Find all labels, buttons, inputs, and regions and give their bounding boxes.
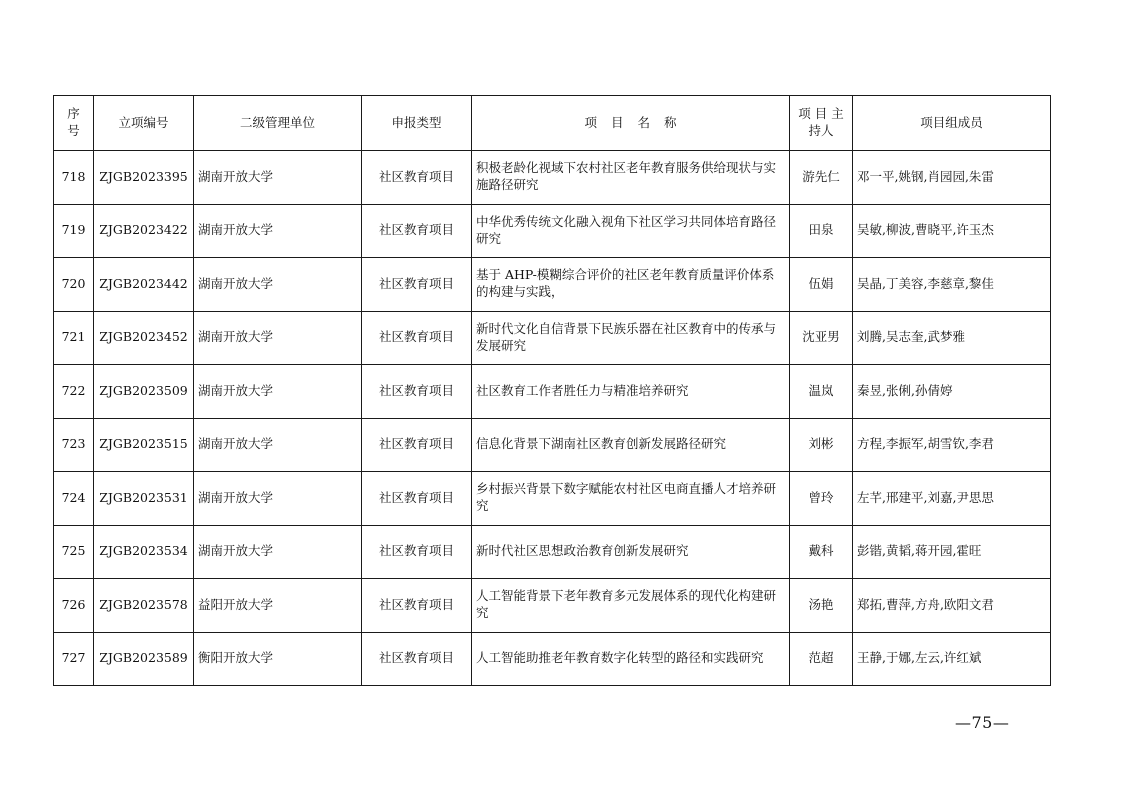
table-row xyxy=(54,472,1051,526)
table-body xyxy=(54,151,1051,686)
cell-host: 伍娟 xyxy=(790,258,853,312)
cell-no: 724 xyxy=(54,472,94,526)
cell-no: 725 xyxy=(54,525,94,579)
cell-no: 727 xyxy=(54,632,94,686)
cell-members: 左芊,邢建平,刘嘉,尹思思 xyxy=(853,472,1051,526)
cell-code: ZJGB2023534 xyxy=(94,525,194,579)
cell-members: 吴晶,丁美容,李慈章,黎佳 xyxy=(853,258,1051,312)
table-row xyxy=(54,418,1051,472)
cell-unit: 湖南开放大学 xyxy=(194,151,362,205)
cell-name: 人工智能背景下老年教育多元发展体系的现代化构建研究 xyxy=(472,579,790,633)
cell-host: 范超 xyxy=(790,632,853,686)
cell-name: 社区教育工作者胜任力与精准培养研究 xyxy=(472,365,790,419)
cell-no: 726 xyxy=(54,579,94,633)
cell-type: 社区教育项目 xyxy=(362,632,472,686)
cell-host: 戴科 xyxy=(790,525,853,579)
cell-unit: 湖南开放大学 xyxy=(194,258,362,312)
cell-name: 人工智能助推老年教育数字化转型的路径和实践研究 xyxy=(472,632,790,686)
cell-host: 汤艳 xyxy=(790,579,853,633)
cell-members: 刘腾,吴志奎,武梦雅 xyxy=(853,311,1051,365)
cell-no: 721 xyxy=(54,311,94,365)
table-row xyxy=(54,204,1051,258)
cell-type: 社区教育项目 xyxy=(362,365,472,419)
cell-members: 王静,于娜,左云,许红斌 xyxy=(853,632,1051,686)
cell-type: 社区教育项目 xyxy=(362,472,472,526)
cell-host: 刘彬 xyxy=(790,418,853,472)
cell-type: 社区教育项目 xyxy=(362,418,472,472)
cell-host: 沈亚男 xyxy=(790,311,853,365)
cell-code: ZJGB2023452 xyxy=(94,311,194,365)
header-name: 项 目 名 称 xyxy=(472,96,790,151)
page-number: —75— xyxy=(955,713,1010,732)
cell-code: ZJGB2023395 xyxy=(94,151,194,205)
table-row xyxy=(54,258,1051,312)
cell-host: 曾玲 xyxy=(790,472,853,526)
cell-code: ZJGB2023589 xyxy=(94,632,194,686)
table-row xyxy=(54,311,1051,365)
cell-name: 新时代社区思想政治教育创新发展研究 xyxy=(472,525,790,579)
cell-code: ZJGB2023509 xyxy=(94,365,194,419)
table-row xyxy=(54,365,1051,419)
cell-no: 718 xyxy=(54,151,94,205)
cell-code: ZJGB2023422 xyxy=(94,204,194,258)
cell-name: 乡村振兴背景下数字赋能农村社区电商直播人才培养研究 xyxy=(472,472,790,526)
header-code: 立项编号 xyxy=(94,96,194,151)
cell-unit: 湖南开放大学 xyxy=(194,204,362,258)
cell-type: 社区教育项目 xyxy=(362,579,472,633)
cell-name: 基于 AHP-模糊综合评价的社区老年教育质量评价体系的构建与实践， xyxy=(472,258,790,312)
cell-name: 新时代文化自信背景下民族乐器在社区教育中的传承与发展研究 xyxy=(472,311,790,365)
cell-members: 郑拓,曹萍,方舟,欧阳文君 xyxy=(853,579,1051,633)
cell-unit: 湖南开放大学 xyxy=(194,418,362,472)
cell-no: 719 xyxy=(54,204,94,258)
cell-type: 社区教育项目 xyxy=(362,311,472,365)
table-row xyxy=(54,632,1051,686)
header-row xyxy=(54,96,1051,151)
cell-name: 中华优秀传统文化融入视角下社区学习共同体培育路径研究 xyxy=(472,204,790,258)
project-table xyxy=(53,95,1051,686)
cell-members: 吴敏,柳波,曹晓平,许玉杰 xyxy=(853,204,1051,258)
cell-type: 社区教育项目 xyxy=(362,151,472,205)
table-row xyxy=(54,525,1051,579)
cell-no: 722 xyxy=(54,365,94,419)
header-no: 序号 xyxy=(54,96,94,151)
header-members: 项目组成员 xyxy=(853,96,1051,151)
header-host: 项 目 主持人 xyxy=(790,96,853,151)
cell-members: 方程,李振军,胡雪钦,李君 xyxy=(853,418,1051,472)
cell-unit: 湖南开放大学 xyxy=(194,472,362,526)
cell-type: 社区教育项目 xyxy=(362,525,472,579)
cell-members: 秦昱,张俐,孙倩婷 xyxy=(853,365,1051,419)
cell-unit: 湖南开放大学 xyxy=(194,365,362,419)
cell-type: 社区教育项目 xyxy=(362,204,472,258)
table-row xyxy=(54,579,1051,633)
cell-code: ZJGB2023531 xyxy=(94,472,194,526)
cell-host: 游先仁 xyxy=(790,151,853,205)
cell-unit: 衡阳开放大学 xyxy=(194,632,362,686)
cell-no: 723 xyxy=(54,418,94,472)
cell-name: 信息化背景下湖南社区教育创新发展路径研究 xyxy=(472,418,790,472)
cell-code: ZJGB2023515 xyxy=(94,418,194,472)
cell-code: ZJGB2023578 xyxy=(94,579,194,633)
cell-code: ZJGB2023442 xyxy=(94,258,194,312)
table-header xyxy=(54,96,1051,151)
cell-name: 积极老龄化视域下农村社区老年教育服务供给现状与实施路径研究 xyxy=(472,151,790,205)
cell-unit: 湖南开放大学 xyxy=(194,525,362,579)
cell-host: 温岚 xyxy=(790,365,853,419)
cell-unit: 益阳开放大学 xyxy=(194,579,362,633)
cell-members: 彭锴,黄韬,蒋开园,霍旺 xyxy=(853,525,1051,579)
header-unit: 二级管理单位 xyxy=(194,96,362,151)
cell-members: 邓一平,姚钢,肖园园,朱雷 xyxy=(853,151,1051,205)
header-type: 申报类型 xyxy=(362,96,472,151)
table-row xyxy=(54,151,1051,205)
cell-host: 田泉 xyxy=(790,204,853,258)
cell-unit: 湖南开放大学 xyxy=(194,311,362,365)
cell-no: 720 xyxy=(54,258,94,312)
cell-type: 社区教育项目 xyxy=(362,258,472,312)
